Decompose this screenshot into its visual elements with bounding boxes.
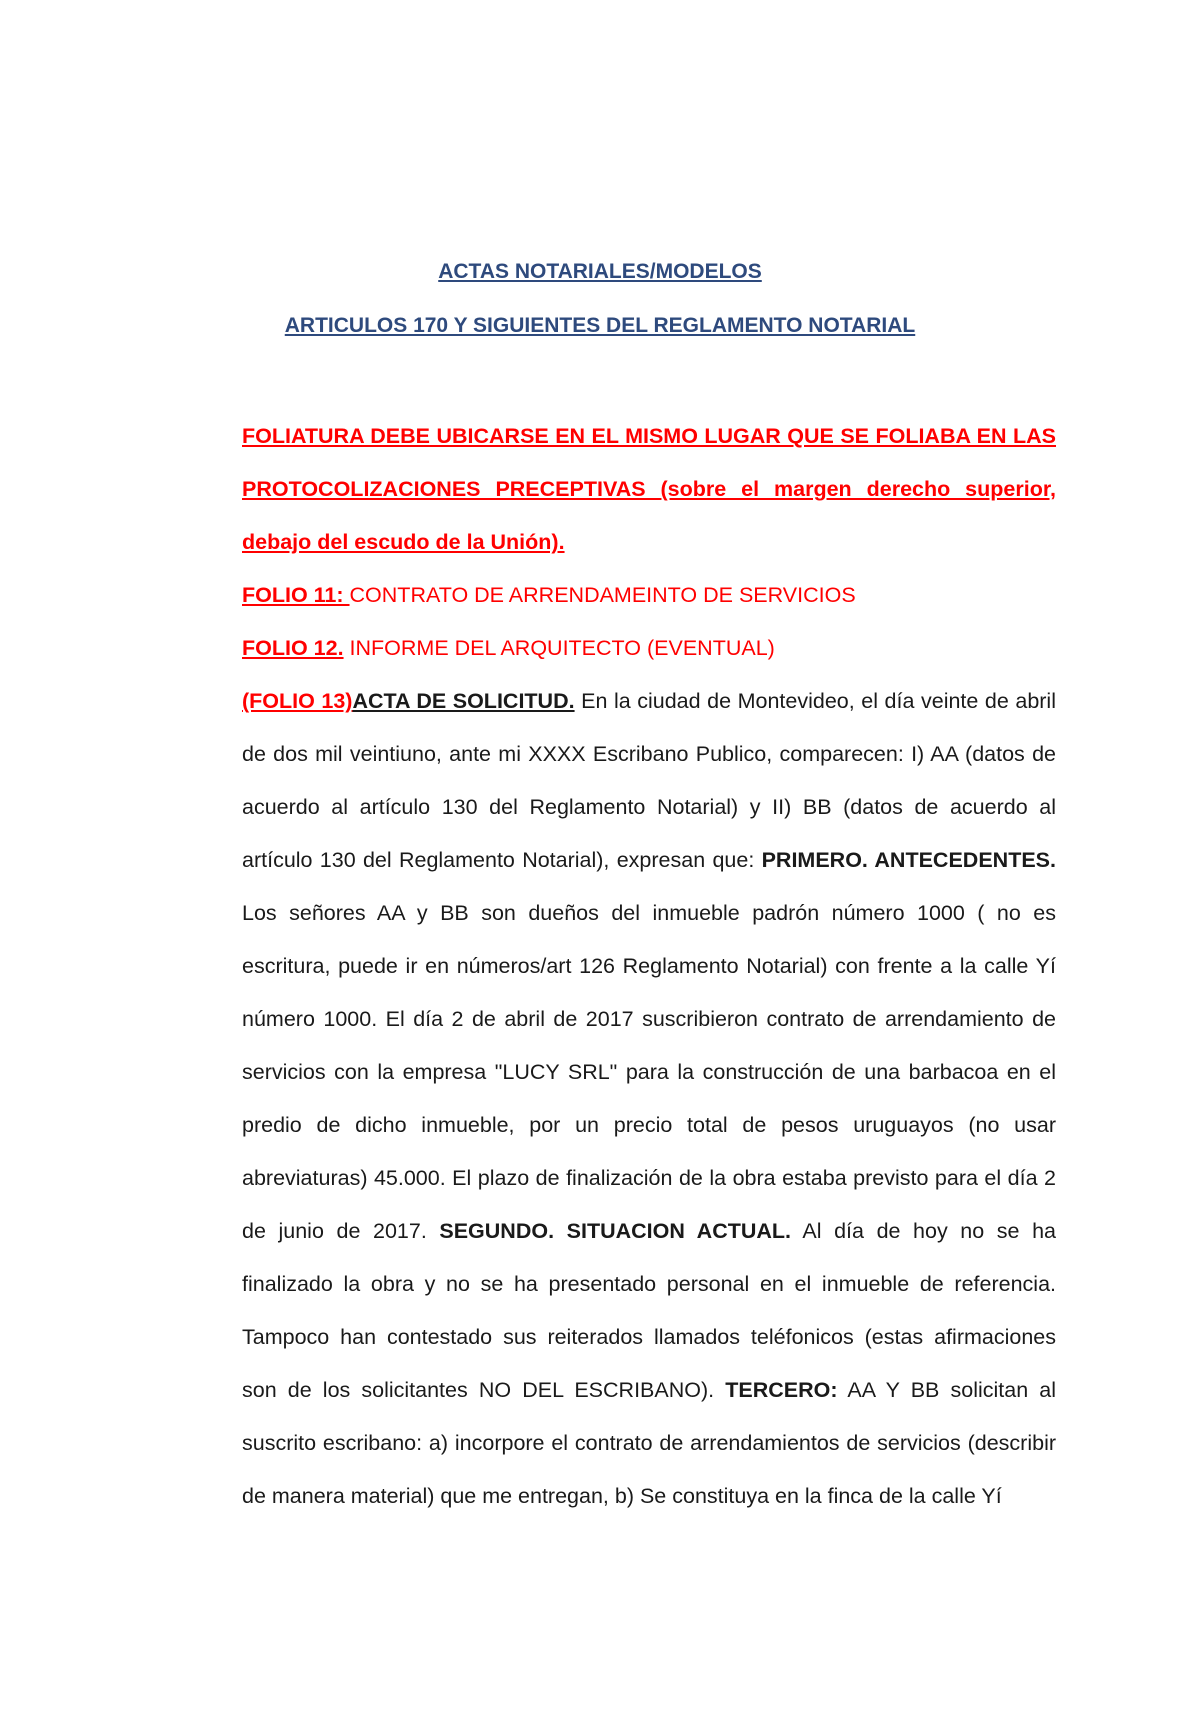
folio-12-label: FOLIO 12. <box>242 636 344 660</box>
folio-13-label: (FOLIO 13) <box>242 689 353 713</box>
folio-12-text: INFORME DEL ARQUITECTO (EVENTUAL) <box>343 636 775 660</box>
folio-11-label: FOLIO 11: <box>242 583 350 607</box>
acta-text-3: Al día de hoy no se ha finalizado la obra y no se ha presentado personal en el inmueble de referencia. Tampoco han contestado sus reiterados llamados teléfonicos (estas afirmaciones son de los solicitantes NO DEL ESCRIBANO). <box>242 1219 1056 1402</box>
acta-text-2: Los señores AA y BB son dueños del inmueble padrón número 1000 ( no es escritura, puede ir en números/art 126 Reglamento Notarial) con frente a la calle Yí número 1000. El día 2 de abril de 2017 suscribieron contrato de arrendamiento de servicios con la empresa "LUCY SRL" para la construcción de una barbacoa en el predio de dicho inmueble, por un precio total de pesos uruguayos (no usar abreviaturas) 45.000. El plazo de finalización de la obra estaba previsto para el día 2 de junio de 2017. <box>242 901 1056 1243</box>
acta-text-1: En la ciudad de Montevideo, el día veinte de abril de dos mil veintiuno, ante mi XXXX Escribano Publico, comparecen: I) AA (datos de acuerdo al artículo 130 del Reglamento Notarial) y II) BB (datos de acuerdo al artículo 130 del Reglamento Notarial), expresan que: <box>242 689 1056 872</box>
document-title: ACTAS NOTARIALES/MODELOS <box>438 260 762 283</box>
document-subtitle: ARTICULOS 170 Y SIGUIENTES DEL REGLAMENTO NOTARIAL <box>284 314 916 337</box>
acta-paragraph <box>242 675 1056 1523</box>
foliatura-notice: FOLIATURA DEBE UBICARSE EN EL MISMO LUGAR QUE SE FOLIABA EN LAS PROTOCOLIZACIONES PRECEPTIVAS (sobre el margen derecho superior, debajo del escudo de la Unión). <box>242 424 1056 554</box>
primero-heading: PRIMERO. ANTECEDENTES. <box>761 848 1056 872</box>
folio-11-line <box>242 569 1056 622</box>
folio-11-text: CONTRATO DE ARRENDAMEINTO DE SERVICIOS <box>349 583 856 607</box>
acta-title: ACTA DE SOLICITUD. <box>352 689 575 713</box>
acta-text-4: AA Y BB solicitan al suscrito escribano: a) incorpore el contrato de arrendamientos de servicios (describir de manera material) que me entregan, b) Se constituya en la finca de la calle Yí <box>242 1378 1056 1508</box>
tercero-heading: TERCERO: <box>725 1378 838 1402</box>
folio-12-line <box>242 622 1056 675</box>
document-body <box>242 410 1056 1523</box>
segundo-heading: SEGUNDO. SITUACION ACTUAL. <box>439 1219 792 1243</box>
